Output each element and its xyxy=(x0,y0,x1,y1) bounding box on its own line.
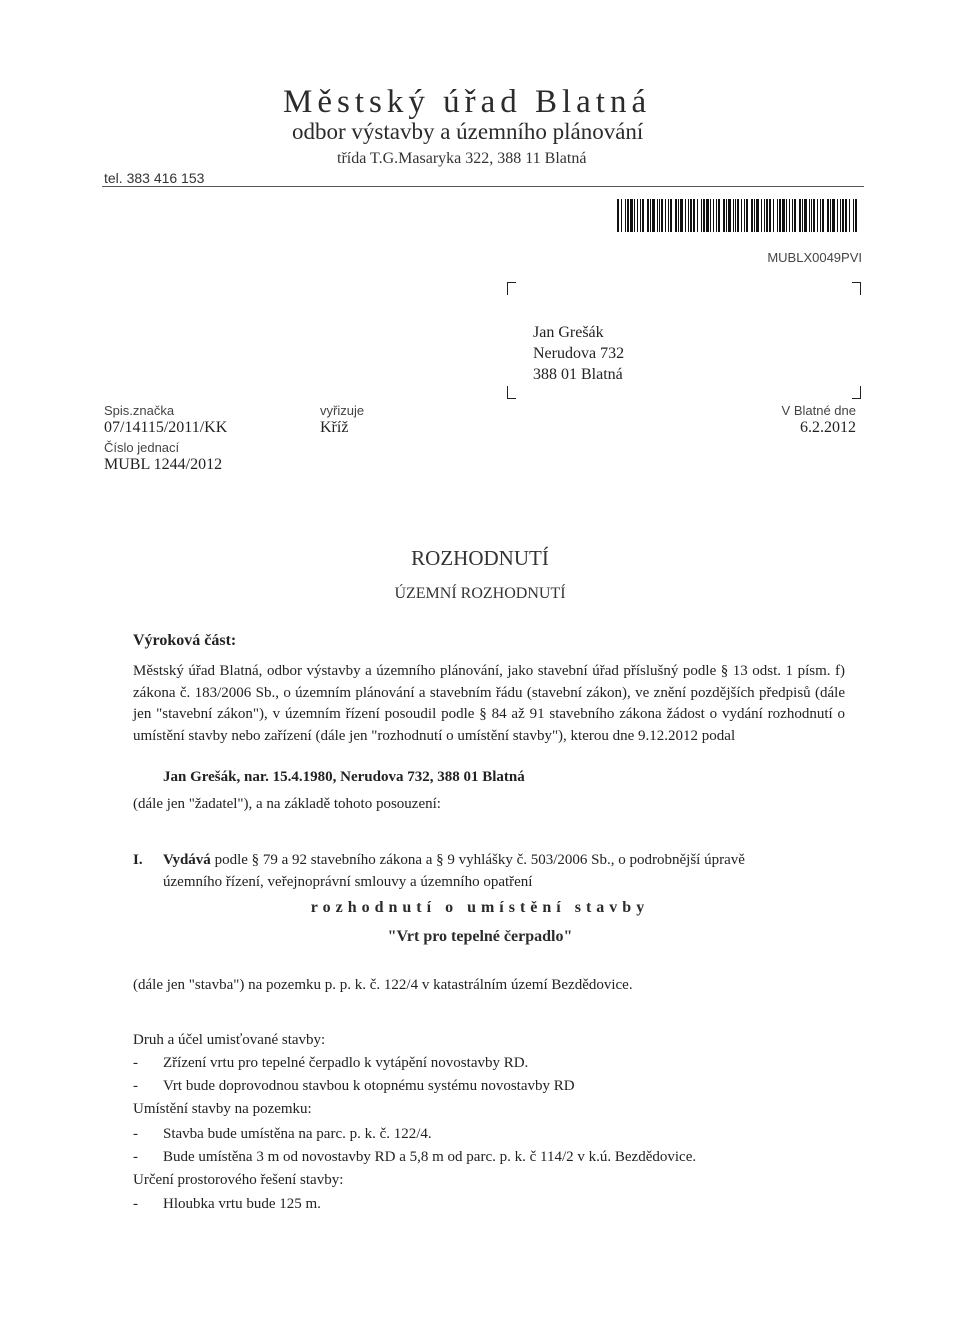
item-line-2: územního řízení, veřejnoprávní smlouvy a územního opatření xyxy=(163,874,533,890)
barcode-stripe xyxy=(855,199,857,232)
barcode-stripe xyxy=(659,199,660,232)
department-subtitle: odbor výstavby a územního plánování xyxy=(292,119,644,144)
barcode-stripe xyxy=(637,199,638,232)
barcode-stripe xyxy=(845,199,847,232)
barcode-stripe xyxy=(690,199,692,232)
barcode-stripe xyxy=(769,199,771,232)
item-line-1 xyxy=(163,850,745,871)
barcode-stripe xyxy=(764,199,765,232)
barcode-stripe xyxy=(647,199,649,232)
list-dash: - xyxy=(133,1055,138,1071)
item-number: I. xyxy=(133,852,143,868)
list-dash: - xyxy=(133,1078,138,1094)
list-item: Stavba bude umístěna na parc. p. k. č. 122/4. xyxy=(163,1126,432,1142)
spatial-label: Určení prostorového řešení stavby: xyxy=(133,1172,344,1188)
barcode-stripe xyxy=(773,199,774,232)
barcode-stripe xyxy=(786,199,787,232)
barcode-stripe xyxy=(737,199,739,232)
office-phone: tel. 383 416 153 xyxy=(104,170,205,186)
barcode-stripe xyxy=(830,199,831,232)
date-label: V Blatné dne xyxy=(781,403,856,418)
barcode-stripe xyxy=(685,199,686,232)
barcode-stripe xyxy=(703,199,705,232)
list-dash: - xyxy=(133,1126,138,1142)
applicant: Jan Grešák, nar. 15.4.1980, Nerudova 732, 388 01 Blatná xyxy=(163,769,525,785)
address-window-corner xyxy=(507,386,516,399)
barcode-stripe xyxy=(680,199,683,232)
barcode-stripe xyxy=(842,199,844,232)
barcode-stripe xyxy=(741,199,742,232)
barcode-stripe xyxy=(675,199,677,232)
list-item: Bude umístěna 3 m od novostavby RD a 5,8 m od parc. p. k. č 114/2 v k.ú. Bezdědovice. xyxy=(163,1149,697,1165)
vyrizuje-label: vyřizuje xyxy=(320,403,365,418)
barcode-stripe xyxy=(804,199,807,232)
barcode-stripe xyxy=(789,199,790,232)
office-address: třída T.G.Masaryka 322, 388 11 Blatná xyxy=(337,150,587,167)
barcode xyxy=(617,199,862,232)
barcode-stripe xyxy=(779,199,781,232)
barcode-stripe xyxy=(813,199,815,232)
barcode-stripe xyxy=(849,199,850,232)
plot-note: (dále jen "stavba") na pozemku p. p. k. č. 122/4 v katastrálním území Bezdědovice. xyxy=(133,977,633,993)
address-window-corner xyxy=(507,282,516,295)
barcode-stripe xyxy=(817,199,818,232)
barcode-stripe xyxy=(840,199,841,232)
barcode-stripe xyxy=(820,199,821,232)
barcode-stripe xyxy=(640,199,641,232)
intro-part-2: , o územním plánování a stavebním řádu (stavební zákon), ve znění pozdějších předpisů (dále jen "stavební zákon"), v územním řízení posoudil podle § 84 až 91 stavebního zákona žádost o vydání rozhodnutí o umístění stavby nebo zařízení (dále jen "rozhodnutí o umístění stavby"), kterou dne 9.12.2012 podal xyxy=(133,684,846,744)
section-label: Výroková část: xyxy=(133,632,237,649)
item-text: podle § 79 a 92 stavebního zákona a § 9 vyhlášky č. 503/2006 Sb. xyxy=(210,852,611,868)
barcode-stripe xyxy=(652,199,655,232)
barcode-stripe xyxy=(718,199,720,232)
recipient-city: 388 01 Blatná xyxy=(533,366,623,383)
barcode-stripe xyxy=(792,199,793,232)
barcode-stripe xyxy=(665,199,666,232)
barcode-stripe xyxy=(799,199,801,232)
barcode-stripe xyxy=(777,199,778,232)
barcode-stripe xyxy=(811,199,812,232)
list-dash: - xyxy=(133,1149,138,1165)
decision-title: rozhodnutí o umístění stavby xyxy=(310,899,650,916)
barcode-stripe xyxy=(678,199,679,232)
item-verb: Vydává xyxy=(163,852,211,868)
list-item: Vrt bude doprovodnou stavbou k otopnému systému novostavby RD xyxy=(163,1078,575,1094)
barcode-stripe xyxy=(766,199,768,232)
barcode-stripe xyxy=(701,199,702,232)
barcode-stripe xyxy=(809,199,810,232)
barcode-stripe xyxy=(802,199,803,232)
barcode-stripe xyxy=(713,199,714,232)
item-text-rest: , o podrobnější úpravě xyxy=(610,852,745,868)
date-value: 6.2.2012 xyxy=(800,419,856,436)
list-item: Zřízení vrtu pro tepelné čerpadlo k vytápění novostavby RD. xyxy=(163,1055,529,1071)
recipient-street: Nerudova 732 xyxy=(533,345,625,362)
barcode-stripe xyxy=(782,199,785,232)
list-dash: - xyxy=(133,1196,138,1212)
vyrizuje-value: Kříž xyxy=(320,419,349,436)
recipient-name: Jan Grešák xyxy=(533,324,604,341)
barcode-stripe xyxy=(756,199,759,232)
barcode-stripe xyxy=(697,199,698,232)
barcode-stripe xyxy=(716,199,717,232)
barcode-stripe xyxy=(827,199,829,232)
recipient-address xyxy=(533,322,624,385)
office-title: Městský úřad Blatná xyxy=(283,84,652,120)
intro-paragraph xyxy=(133,661,845,747)
header-divider xyxy=(102,186,864,187)
document-heading: ROZHODNUTÍ xyxy=(411,546,549,570)
applicant-note: (dále jen "žadatel"), a na základě tohoto posouzení: xyxy=(133,796,441,812)
barcode-stripe xyxy=(735,199,736,232)
barcode-stripe xyxy=(621,199,622,232)
barcode-stripe xyxy=(744,199,745,232)
spis-value: 07/14115/2011/KK xyxy=(104,419,228,436)
barcode-stripe xyxy=(661,199,663,232)
address-window-corner xyxy=(852,386,861,399)
barcode-stripe xyxy=(710,199,711,232)
barcode-stripe xyxy=(754,199,755,232)
barcode-stripe xyxy=(728,199,731,232)
barcode-stripe xyxy=(761,199,762,232)
barcode-stripe xyxy=(650,199,651,232)
barcode-stripe xyxy=(733,199,734,232)
barcode-stripe xyxy=(630,199,633,232)
barcode-stripe xyxy=(723,199,725,232)
project-name: "Vrt pro tepelné čerpadlo" xyxy=(387,928,573,945)
barcode-stripe xyxy=(837,199,838,232)
barcode-text: MUBLX0049PVI xyxy=(767,250,862,265)
barcode-stripe xyxy=(706,199,709,232)
barcode-stripe xyxy=(627,199,629,232)
barcode-stripe xyxy=(688,199,689,232)
barcode-stripe xyxy=(670,199,672,232)
barcode-stripe xyxy=(794,199,796,232)
barcode-stripe xyxy=(726,199,727,232)
barcode-stripe xyxy=(668,199,669,232)
barcode-stripe xyxy=(822,199,824,232)
cislo-value: MUBL 1244/2012 xyxy=(104,456,223,473)
barcode-stripe xyxy=(853,199,854,232)
spis-label: Spis.značka xyxy=(104,403,175,418)
barcode-stripe xyxy=(693,199,695,232)
placement-label: Umístění stavby na pozemku: xyxy=(133,1101,312,1117)
cislo-label: Číslo jednací xyxy=(104,440,180,455)
barcode-stripe xyxy=(657,199,658,232)
barcode-stripe xyxy=(751,199,753,232)
intro-part-1: Městský úřad Blatná, odbor výstavby a územního plánování, jako stavební úřad příslušný podle § 13 odst. 1 písm. f) zákona č. 183/2006 Sb. xyxy=(133,663,845,701)
barcode-stripe xyxy=(642,199,644,232)
list-item: Hloubka vrtu bude 125 m. xyxy=(163,1196,321,1212)
barcode-stripe xyxy=(634,199,635,232)
purpose-label: Druh a účel umisťované stavby: xyxy=(133,1032,326,1048)
barcode-stripe xyxy=(617,199,619,232)
barcode-stripe xyxy=(625,199,626,232)
barcode-stripe xyxy=(746,199,748,232)
barcode-stripe xyxy=(832,199,835,232)
document-subheading: ÚZEMNÍ ROZHODNUTÍ xyxy=(394,585,566,602)
address-window-corner xyxy=(852,282,861,295)
